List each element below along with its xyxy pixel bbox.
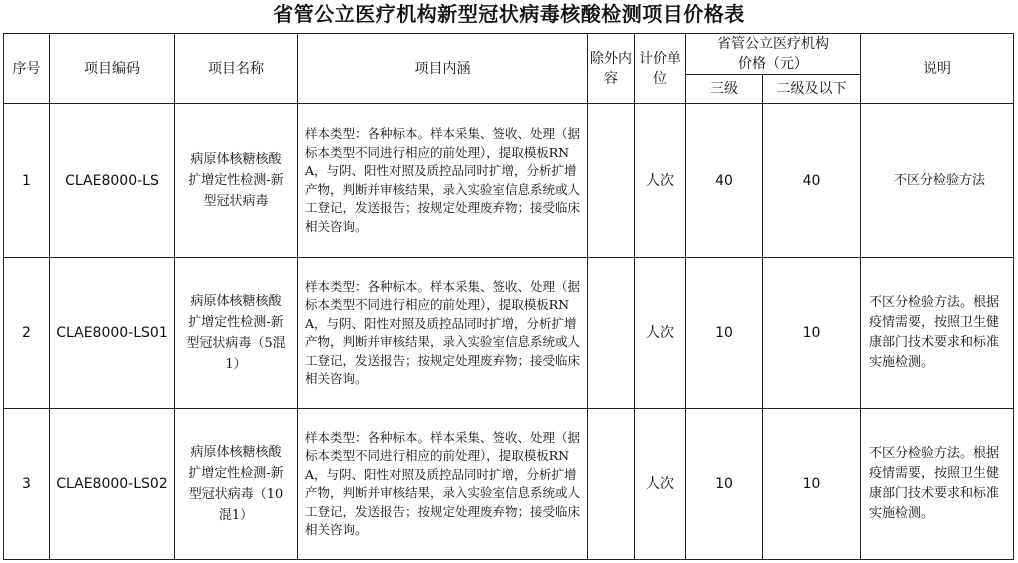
cell-price-level3: 10 — [686, 409, 763, 560]
cell-note: 不区分检验方法。根据疫情需要，按照卫生健康部门技术要求和标准实施检测。 — [861, 258, 1014, 409]
cell-note: 不区分检验方法。根据疫情需要，按照卫生健康部门技术要求和标准实施检测。 — [861, 409, 1014, 560]
cell-price-level2: 40 — [763, 104, 861, 258]
cell-price-level3: 40 — [686, 104, 763, 258]
cell-content: 样本类型：各种标本。样本采集、签收、处理（据标本类型不同进行相应的前处理），提取模板RNA，与阴、阳性对照及质控品同时扩增，分析扩增产物，判断并审核结果，录入实验室信息系统或人工登记，发送报告；按规定处理废弃物；接受临床相关咨询。 — [298, 409, 588, 560]
header-excluded: 除外内容 — [588, 34, 635, 104]
cell-unit: 人次 — [635, 409, 686, 560]
cell-price-level2: 10 — [763, 258, 861, 409]
table-row — [4, 104, 1014, 258]
cell-code: CLAE8000-LS — [50, 104, 175, 258]
cell-note: 不区分检验方法 — [861, 104, 1014, 258]
cell-code: CLAE8000-LS02 — [50, 409, 175, 560]
cell-price-level3: 10 — [686, 258, 763, 409]
cell-seq: 1 — [4, 104, 50, 258]
cell-code: CLAE8000-LS01 — [50, 258, 175, 409]
cell-excluded — [588, 104, 635, 258]
cell-name: 病原体核糖核酸扩增定性检测-新型冠状病毒 — [175, 104, 298, 258]
cell-name: 病原体核糖核酸扩增定性检测-新型冠状病毒（10混1） — [175, 409, 298, 560]
header-content: 项目内涵 — [298, 34, 588, 104]
price-table — [3, 33, 1014, 560]
cell-price-level2: 10 — [763, 409, 861, 560]
header-unit: 计价单位 — [635, 34, 686, 104]
cell-unit: 人次 — [635, 104, 686, 258]
cell-excluded — [588, 409, 635, 560]
header-level3: 三级 — [686, 75, 763, 104]
cell-content: 样本类型：各种标本。样本采集、签收、处理（据标本类型不同进行相应的前处理），提取模板RNA，与阴、阳性对照及质控品同时扩增，分析扩增产物，判断并审核结果，录入实验室信息系统或人工登记，发送报告；按规定处理废弃物；接受临床相关咨询。 — [298, 104, 588, 258]
cell-seq: 2 — [4, 258, 50, 409]
table-row — [4, 409, 1014, 560]
cell-name: 病原体核糖核酸扩增定性检测-新型冠状病毒（5混1） — [175, 258, 298, 409]
page-title: 省管公立医疗机构新型冠状病毒核酸检测项目价格表 — [273, 2, 745, 26]
header-note: 说明 — [861, 34, 1014, 104]
cell-unit: 人次 — [635, 258, 686, 409]
cell-content: 样本类型：各种标本。样本采集、签收、处理（据标本类型不同进行相应的前处理），提取模板RNA，与阴、阳性对照及质控品同时扩增，分析扩增产物，判断并审核结果，录入实验室信息系统或人工登记，发送报告；按规定处理废弃物；接受临床相关咨询。 — [298, 258, 588, 409]
cell-seq: 3 — [4, 409, 50, 560]
header-code: 项目编码 — [50, 34, 175, 104]
header-price-group: 省管公立医疗机构价格（元） — [686, 34, 861, 75]
header-level2: 二级及以下 — [763, 75, 861, 104]
header-seq: 序号 — [4, 34, 50, 104]
header-name: 项目名称 — [175, 34, 298, 104]
cell-excluded — [588, 258, 635, 409]
table-row — [4, 258, 1014, 409]
